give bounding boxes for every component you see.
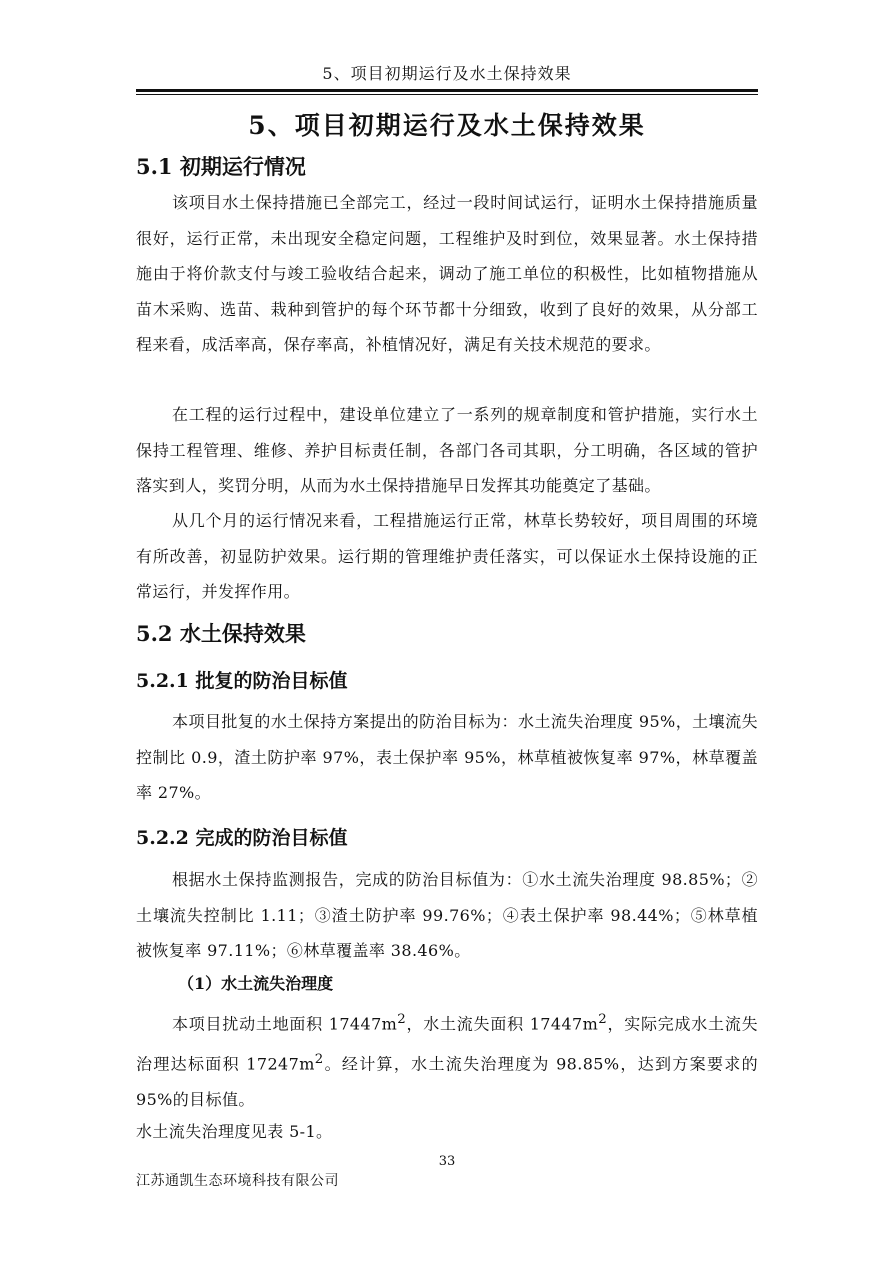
superscript: 2 [314,1051,324,1067]
section-heading-5-2-1: 5.2.1 批复的防治目标值 [136,670,348,692]
page-footer [136,1154,758,1190]
superscript: 2 [598,1012,608,1027]
text-run: ，水土流失面积 17447m [406,1014,599,1034]
section-heading-5-2: 5.2 水土保持效果 [136,621,306,646]
header-rule-thin [136,94,758,95]
header-rule-thick [136,89,758,92]
section-heading-5-2-2: 5.2.2 完成的防治目标值 [136,827,348,849]
paragraph-5-2-2: 根据水土保持监测报告，完成的防治目标值为：①水土流失治理度 98.85%；②土壤流失控制比 1.11；③渣土防护率 99.76%；④表土保护率 98.44%；⑤林草植被恢复率 97.11%；⑥林草覆盖率 38.46%。 [136,870,758,960]
running-header: 5、项目初期运行及水土保持效果 [322,64,572,83]
paragraph-5-2-1: 本项目批复的水土保持方案提出的防治目标为：水土流失治理度 95%，土壤流失控制比 0.9，渣土防护率 97%，表土保护率 95%，林草植被恢复率 97%，林草覆盖率 27%。 [136,712,758,802]
text-run: 。经计算，水土流失治理度为 98.85%，达到方案要求的 95%的目标值。 [136,1054,758,1109]
paragraph-5-1-b: 在工程的运行过程中，建设单位建立了一系列的规章制度和管护措施，实行水土保持工程管理、维修、养护目标责任制，各部门各司其职，分工明确，各区域的管护落实到人，奖罚分明，从而为水土保持措施早日发挥其功能奠定了基础。 [136,405,758,495]
section-heading-5-1: 5.1 初期运行情况 [136,154,306,179]
text-run: 本项目扰动土地面积 17447m [172,1014,398,1034]
subheading-erosion-control-degree: （1）水土流失治理度 [178,974,334,993]
table-reference: 水土流失治理度见表 5-1。 [136,1122,333,1141]
company-name: 江苏通凯生态环境科技有限公司 [136,1173,339,1189]
text-run: ，实际完成水土流失治理达标面积 17247m [136,1014,758,1074]
chapter-title: 5、项目初期运行及水土保持效果 [248,111,646,140]
page-number: 33 [438,1154,456,1169]
superscript: 2 [397,1012,407,1027]
paragraph-erosion-control-degree [136,1002,758,1117]
paragraph-5-1-c: 从几个月的运行情况来看，工程措施运行正常，林草长势较好，项目周围的环境有所改善，初显防护效果。运行期的管理维护责任落实，可以保证水土保持设施的正常运行，并发挥作用。 [136,511,758,601]
paragraph-5-1-a: 该项目水土保持措施已全部完工，经过一段时间试运行，证明水土保持措施质量很好，运行正常，未出现安全稳定问题，工程维护及时到位，效果显著。水土保持措施由于将价款支付与竣工验收结合起来，调动了施工单位的积极性，比如植物措施从苗木采购、选苗、栽种到管护的每个环节都十分细致，收到了良好的效果，从分部工程来看，成活率高，保存率高，补植情况好，满足有关技术规范的要求。 [136,193,758,354]
